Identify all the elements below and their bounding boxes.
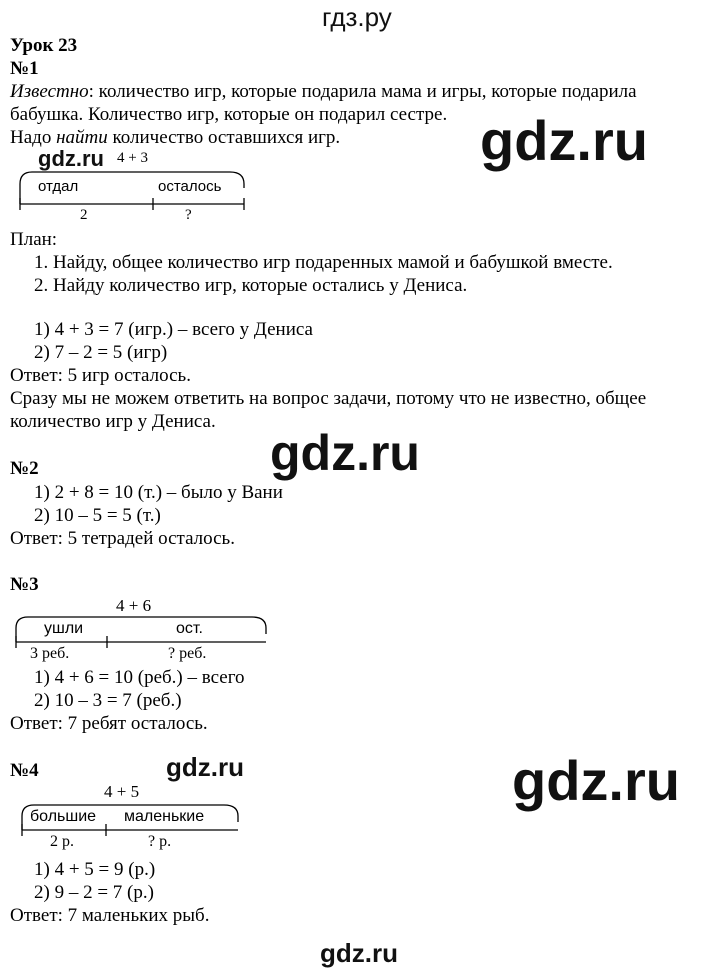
diagram3-right-part: ост. (176, 620, 203, 637)
diagram1-right-value: ? (185, 207, 192, 223)
watermark: gdz.ru (38, 146, 104, 171)
task1-find-word: найти (56, 127, 108, 148)
diagram3-right-value: ? реб. (168, 645, 207, 662)
diagram4-left-part: большие (30, 808, 97, 825)
watermark: gdz.ru (270, 425, 420, 481)
task4-answer: Ответ: 7 маленьких рыб. (10, 905, 210, 926)
task3-answer: Ответ: 7 ребят осталось. (10, 713, 208, 734)
task4-step: 2) 9 – 2 = 7 (р.) (34, 882, 154, 903)
watermark: gdz.ru (166, 752, 244, 782)
task2-number: №2 (10, 458, 39, 479)
task1-number: №1 (10, 58, 39, 79)
watermark: gdz.ru (480, 109, 648, 172)
task1-plan-item: 1. Найду, общее количество игр подаренных мамой и бабушкой вместе. (34, 252, 613, 273)
diagram4-right-part: маленькие (124, 808, 205, 825)
watermark: gdz.ru (320, 938, 398, 968)
diagram1-right-part: осталось (158, 178, 222, 195)
diagram1-total-label: 4 + 3 (117, 150, 148, 166)
diagram3-total-label: 4 + 6 (116, 596, 152, 615)
task1-plan-title: План: (10, 229, 58, 250)
diagram1-left-part: отдал (38, 178, 79, 195)
diagram4-right-value: ? р. (148, 833, 172, 850)
task1-step: 2) 7 – 2 = 5 (игр) (34, 342, 168, 363)
task1-note: Сразу мы не можем ответить на вопрос задачи, потому что не известно, общее (10, 388, 647, 409)
diagram4-total-label: 4 + 5 (104, 782, 140, 801)
task4-step: 1) 4 + 5 = 9 (р.) (34, 859, 156, 880)
task3-number: №3 (10, 574, 39, 595)
task1-plan-item: 2. Найду количество игр, которые остались у Дениса. (34, 275, 468, 296)
task1-known-rest: : количество игр, которые подарила мама и игры, которые подарила (88, 81, 637, 102)
task1-known-line2: бабушка. Количество игр, которые он подарил сестре. (10, 104, 448, 125)
lesson-title: Урок 23 (10, 35, 78, 56)
diagram3-left-part: ушли (44, 620, 84, 637)
task1-note: количество игр у Дениса. (10, 411, 216, 432)
diagram1-left-value: 2 (80, 207, 88, 223)
task1-known-word: Известно (10, 81, 89, 102)
task2-step: 1) 2 + 8 = 10 (т.) – было у Вани (34, 482, 283, 503)
task1-step: 1) 4 + 3 = 7 (игр.) – всего у Дениса (34, 319, 313, 340)
task3-step: 1) 4 + 6 = 10 (реб.) – всего (34, 667, 245, 688)
site-header: гдз.ру (322, 2, 392, 32)
diagram3-left-value: 3 реб. (30, 645, 70, 662)
task1-answer: Ответ: 5 игр осталось. (10, 365, 191, 386)
task3-step: 2) 10 – 3 = 7 (реб.) (34, 690, 182, 711)
task2-step: 2) 10 – 5 = 5 (т.) (34, 505, 161, 526)
watermark: gdz.ru (512, 749, 680, 812)
task2-answer: Ответ: 5 тетрадей осталось. (10, 528, 235, 549)
task1-find-pre: Надо (10, 127, 57, 148)
task1-find-post: количество оставшихся игр. (107, 127, 341, 148)
task1-known-line (10, 80, 637, 103)
diagram4-left-value: 2 р. (50, 833, 74, 850)
task4-number: №4 (10, 760, 39, 781)
